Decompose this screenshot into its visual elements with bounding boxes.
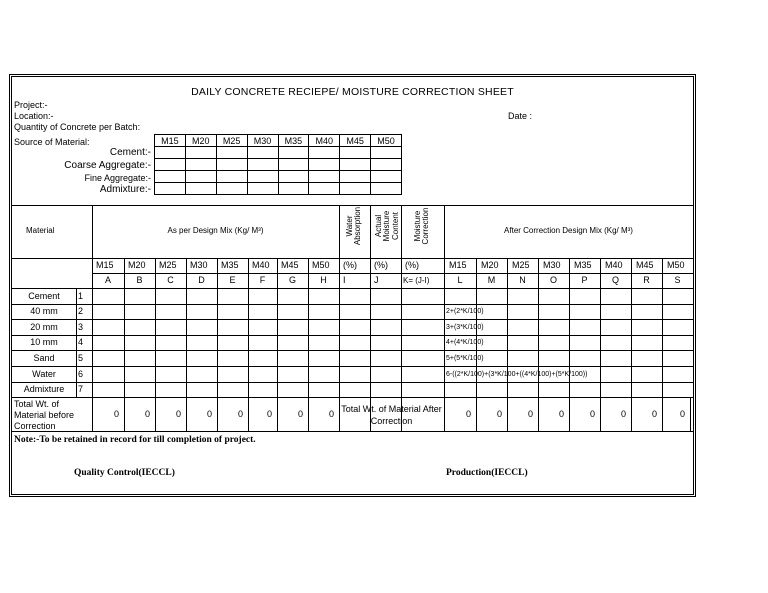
material-number: 7 xyxy=(78,384,84,395)
note-text: Note:-To be retained in record for till completion of project. xyxy=(14,435,256,445)
entry-cell[interactable] xyxy=(401,350,444,366)
total-after-value: 0 xyxy=(651,409,657,420)
source-cell[interactable] xyxy=(278,147,309,159)
entry-cell[interactable] xyxy=(155,288,186,304)
percent-header: (%) xyxy=(374,260,388,270)
total-after-value: 0 xyxy=(465,409,471,420)
column-letter: H xyxy=(320,275,327,285)
total-after-value: 0 xyxy=(620,409,626,420)
entry-cell[interactable] xyxy=(401,304,444,320)
entry-cell[interactable] xyxy=(370,366,401,382)
after-correction-header: After Correction Design Mix (Kg/ M³) xyxy=(504,226,633,235)
correction-formula: 3+(3*K/100) xyxy=(446,323,484,331)
source-cell[interactable] xyxy=(155,171,186,183)
entry-cell[interactable] xyxy=(339,350,370,366)
production-signature: Production(IECCL) xyxy=(446,468,528,478)
entry-cell[interactable] xyxy=(370,335,401,351)
grade-header-right: M50 xyxy=(667,260,685,270)
source-cell[interactable] xyxy=(371,171,402,183)
percent-header: (%) xyxy=(405,260,419,270)
column-letter: J xyxy=(374,275,379,285)
source-cell[interactable] xyxy=(247,171,278,183)
entry-cell[interactable] xyxy=(277,350,308,366)
entry-cell[interactable] xyxy=(217,350,248,366)
grid-line xyxy=(92,273,693,274)
entry-cell[interactable] xyxy=(248,304,277,320)
source-cell[interactable] xyxy=(340,159,371,171)
material-number: 5 xyxy=(78,352,84,363)
source-cell[interactable] xyxy=(216,147,247,159)
source-label: Source of Material: xyxy=(14,137,90,147)
column-letter: Q xyxy=(611,275,619,285)
source-cell[interactable] xyxy=(309,159,340,171)
entry-cell[interactable] xyxy=(401,288,444,304)
entry-cell[interactable] xyxy=(186,366,217,382)
material-name: Cement xyxy=(28,290,60,301)
source-cell[interactable] xyxy=(278,171,309,183)
source-grade-header: M35 xyxy=(278,135,309,147)
material-name: 10 mm xyxy=(30,337,58,348)
entry-cell[interactable] xyxy=(308,366,339,382)
source-cell[interactable] xyxy=(155,159,186,171)
total-before-label: Total Wt. of Material before Correction xyxy=(14,399,75,432)
source-grid xyxy=(154,134,402,195)
entry-cell[interactable] xyxy=(339,304,370,320)
material-number: 2 xyxy=(78,306,84,317)
source-cell[interactable] xyxy=(309,147,340,159)
source-cell[interactable] xyxy=(340,171,371,183)
entry-cell[interactable] xyxy=(124,335,155,351)
column-letter: G xyxy=(288,275,296,285)
grade-header-right: M20 xyxy=(481,260,499,270)
material-name: 20 mm xyxy=(30,321,58,332)
grid-line xyxy=(12,397,693,398)
total-before-value: 0 xyxy=(237,409,243,420)
material-header: Material xyxy=(26,226,55,235)
entry-cell[interactable] xyxy=(308,350,339,366)
correction-formula: 2+(2*K/100) xyxy=(446,308,484,316)
source-row-label: Coarse Aggregate:- xyxy=(64,160,151,171)
material-number: 3 xyxy=(78,321,84,332)
grade-header-right: M40 xyxy=(605,260,623,270)
entry-cell[interactable] xyxy=(155,350,186,366)
entry-cell[interactable] xyxy=(155,304,186,320)
source-grade-header: M50 xyxy=(371,135,402,147)
source-cell[interactable] xyxy=(340,183,371,195)
column-letter: F xyxy=(259,275,266,285)
grid-line xyxy=(12,258,693,259)
design-mix-header: As per Design Mix (Kg/ M³) xyxy=(167,226,264,235)
material-number: 6 xyxy=(78,368,84,379)
source-cell[interactable] xyxy=(340,147,371,159)
source-grade-header: M15 xyxy=(155,135,186,147)
entry-cell[interactable] xyxy=(277,366,308,382)
entry-cell[interactable] xyxy=(248,366,277,382)
entry-cell[interactable] xyxy=(186,319,217,335)
source-cell[interactable] xyxy=(155,147,186,159)
entry-cell[interactable] xyxy=(124,382,155,398)
source-cell[interactable] xyxy=(371,159,402,171)
location-label: Location:- xyxy=(14,111,54,121)
entry-cell[interactable] xyxy=(401,319,444,335)
entry-cell[interactable] xyxy=(370,382,401,398)
source-cell[interactable] xyxy=(185,159,216,171)
entry-cell[interactable] xyxy=(217,382,248,398)
source-grade-header: M25 xyxy=(216,135,247,147)
entry-cell[interactable] xyxy=(308,319,339,335)
source-cell[interactable] xyxy=(371,147,402,159)
source-cell[interactable] xyxy=(247,183,278,195)
entry-cell[interactable] xyxy=(277,319,308,335)
source-cell[interactable] xyxy=(185,147,216,159)
material-name: Sand xyxy=(33,352,55,363)
entry-cell[interactable] xyxy=(217,288,248,304)
grade-header-right: M15 xyxy=(449,260,467,270)
grade-header-left: M20 xyxy=(128,260,146,270)
total-after-value: 0 xyxy=(679,409,685,420)
column-letter: O xyxy=(549,275,557,285)
entry-cell[interactable] xyxy=(308,304,339,320)
source-cell[interactable] xyxy=(247,159,278,171)
entry-cell[interactable] xyxy=(277,335,308,351)
grid-line xyxy=(12,431,693,432)
grid-line xyxy=(690,397,691,431)
entry-cell[interactable] xyxy=(92,304,124,320)
entry-cell[interactable] xyxy=(155,335,186,351)
source-row-label: Cement:- xyxy=(109,147,151,158)
entry-cell[interactable] xyxy=(248,288,277,304)
source-grade-header: M20 xyxy=(185,135,216,147)
correction-formula: 5+(5*K/100) xyxy=(446,354,484,362)
entry-cell[interactable] xyxy=(124,350,155,366)
entry-cell[interactable] xyxy=(277,288,308,304)
total-before-value: 0 xyxy=(328,409,334,420)
source-grade-header: M30 xyxy=(247,135,278,147)
entry-cell[interactable] xyxy=(124,304,155,320)
entry-cell[interactable] xyxy=(370,350,401,366)
quality-control-signature: Quality Control(IECCL) xyxy=(74,468,175,478)
source-cell[interactable] xyxy=(309,171,340,183)
source-cell[interactable] xyxy=(247,147,278,159)
entry-cell[interactable] xyxy=(370,288,401,304)
entry-cell[interactable] xyxy=(339,382,370,398)
entry-cell[interactable] xyxy=(339,288,370,304)
sheet-title: DAILY CONCRETE RECIEPE/ MOISTURE CORRECTION SHEET xyxy=(191,86,514,98)
column-letter: I xyxy=(343,275,346,285)
correction-formula: 4+(4*K/100) xyxy=(446,339,484,347)
source-cell[interactable] xyxy=(371,183,402,195)
column-letter: N xyxy=(519,275,526,285)
entry-cell[interactable] xyxy=(124,288,155,304)
entry-cell[interactable] xyxy=(217,335,248,351)
entry-cell[interactable] xyxy=(186,335,217,351)
entry-cell[interactable] xyxy=(92,382,124,398)
material-name: Water xyxy=(32,368,56,379)
column-letter: C xyxy=(167,275,174,285)
column-letter: D xyxy=(198,275,205,285)
total-after-label: Total Wt. of Material After Correction xyxy=(341,404,442,427)
column-letter: R xyxy=(643,275,650,285)
grid-line xyxy=(444,205,445,431)
column-letter: A xyxy=(104,275,111,285)
entry-cell[interactable] xyxy=(339,335,370,351)
entry-cell[interactable] xyxy=(92,366,124,382)
source-cell[interactable] xyxy=(216,171,247,183)
entry-cell[interactable] xyxy=(124,366,155,382)
entry-cell[interactable] xyxy=(217,366,248,382)
grade-header-left: M40 xyxy=(252,260,270,270)
entry-cell[interactable] xyxy=(155,366,186,382)
column-letter: S xyxy=(674,275,681,285)
entry-cell[interactable] xyxy=(217,304,248,320)
actual-moisture-header: Actual Moisture Content xyxy=(374,210,400,242)
total-after-value: 0 xyxy=(558,409,564,420)
total-before-value: 0 xyxy=(297,409,303,420)
percent-header: (%) xyxy=(343,260,357,270)
grade-header-right: M35 xyxy=(574,260,592,270)
total-before-value: 0 xyxy=(175,409,181,420)
entry-cell[interactable] xyxy=(92,288,124,304)
entry-cell[interactable] xyxy=(308,288,339,304)
entry-cell[interactable] xyxy=(186,288,217,304)
entry-cell[interactable] xyxy=(401,366,444,382)
source-cell[interactable] xyxy=(278,159,309,171)
grade-header-right: M30 xyxy=(543,260,561,270)
column-letter: K= (J-I) xyxy=(403,276,430,285)
column-letter: B xyxy=(136,275,143,285)
entry-cell[interactable] xyxy=(217,319,248,335)
column-letter: M xyxy=(487,275,496,285)
material-number: 4 xyxy=(78,337,84,348)
entry-cell[interactable] xyxy=(92,335,124,351)
entry-cell[interactable] xyxy=(186,304,217,320)
grade-header-left: M15 xyxy=(96,260,114,270)
source-cell[interactable] xyxy=(155,183,186,195)
total-before-value: 0 xyxy=(144,409,150,420)
entry-cell[interactable] xyxy=(277,304,308,320)
total-before-value: 0 xyxy=(266,409,272,420)
entry-cell[interactable] xyxy=(370,319,401,335)
entry-cell[interactable] xyxy=(401,335,444,351)
entry-cell[interactable] xyxy=(248,335,277,351)
total-before-value: 0 xyxy=(206,409,212,420)
entry-cell[interactable] xyxy=(186,350,217,366)
source-grade-header: M45 xyxy=(340,135,371,147)
grade-header-right: M45 xyxy=(636,260,654,270)
column-letter: L xyxy=(457,275,463,285)
moisture-correction-header: Moisture Correction xyxy=(413,207,431,245)
total-after-value: 0 xyxy=(589,409,595,420)
entry-cell[interactable] xyxy=(155,319,186,335)
source-row-label: Admixture:- xyxy=(99,184,151,195)
grade-header-left: M30 xyxy=(190,260,208,270)
grade-header-left: M45 xyxy=(281,260,299,270)
source-cell[interactable] xyxy=(216,159,247,171)
entry-cell[interactable] xyxy=(186,382,217,398)
entry-cell[interactable] xyxy=(339,366,370,382)
quantity-label: Quantity of Concrete per Batch: xyxy=(14,122,141,132)
entry-cell[interactable] xyxy=(155,382,186,398)
source-cell[interactable] xyxy=(185,171,216,183)
total-after-value: 0 xyxy=(527,409,533,420)
source-row-label: Fine Aggregate:- xyxy=(84,173,151,183)
source-cell[interactable] xyxy=(309,183,340,195)
water-absorption-header: Water Absorption xyxy=(345,206,363,246)
material-number: 1 xyxy=(78,290,84,301)
material-name: 40 mm xyxy=(30,306,58,317)
material-name: Admixture xyxy=(23,384,65,395)
entry-cell[interactable] xyxy=(92,350,124,366)
total-after-value: 0 xyxy=(496,409,502,420)
source-grade-header: M40 xyxy=(309,135,340,147)
source-cell[interactable] xyxy=(278,183,309,195)
correction-formula: 6-((2*K/100)+(3*K/100+((4*K/100)+(5*K/100)) xyxy=(446,370,588,378)
grade-header-right: M25 xyxy=(512,260,530,270)
entry-cell[interactable] xyxy=(277,382,308,398)
entry-cell[interactable] xyxy=(248,350,277,366)
entry-cell[interactable] xyxy=(248,319,277,335)
column-letter: P xyxy=(581,275,588,285)
entry-cell[interactable] xyxy=(370,304,401,320)
concrete-sheet xyxy=(11,76,694,495)
date-label: Date : xyxy=(508,111,533,121)
entry-cell[interactable] xyxy=(308,335,339,351)
total-before-value: 0 xyxy=(113,409,119,420)
grade-header-left: M35 xyxy=(221,260,239,270)
entry-cell[interactable] xyxy=(339,319,370,335)
grid-line xyxy=(76,288,77,397)
grade-header-left: M25 xyxy=(159,260,177,270)
source-cell[interactable] xyxy=(185,183,216,195)
entry-cell[interactable] xyxy=(124,319,155,335)
grade-header-left: M50 xyxy=(312,260,330,270)
entry-cell[interactable] xyxy=(248,382,277,398)
entry-cell[interactable] xyxy=(401,382,444,398)
entry-cell[interactable] xyxy=(92,319,124,335)
source-cell[interactable] xyxy=(216,183,247,195)
entry-cell[interactable] xyxy=(308,382,339,398)
column-letter: E xyxy=(229,275,236,285)
project-label: Project:- xyxy=(14,100,48,110)
